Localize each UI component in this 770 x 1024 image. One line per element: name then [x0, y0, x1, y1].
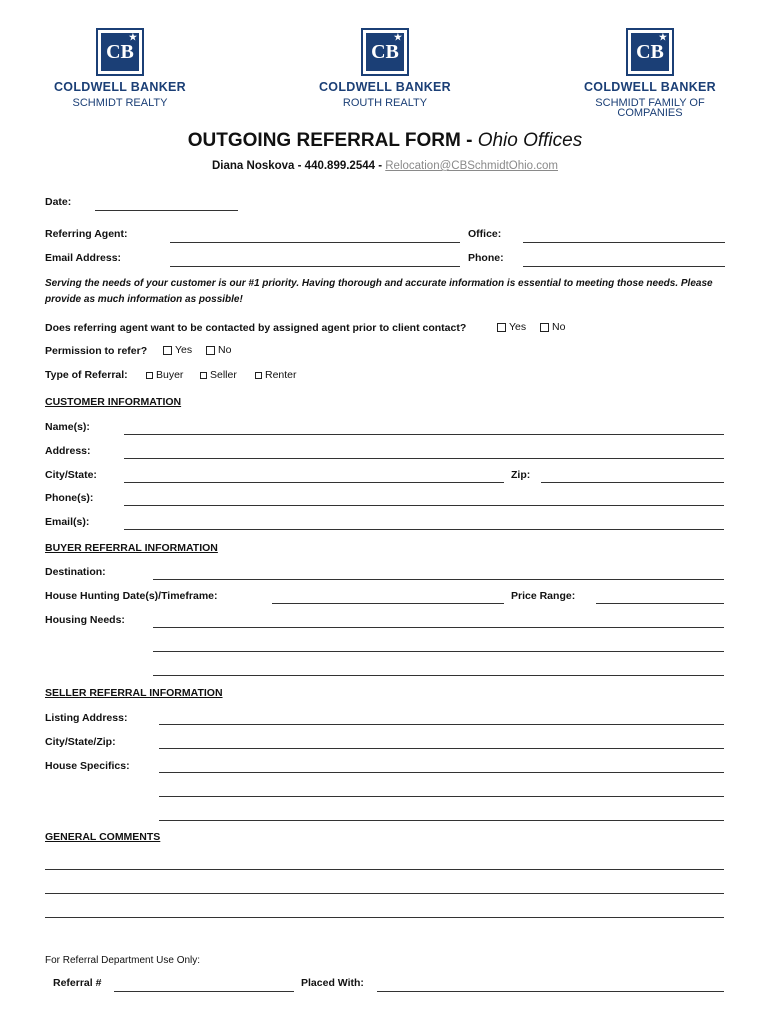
permission-question: Permission to refer?	[45, 345, 148, 357]
housing-needs-field[interactable]	[153, 651, 724, 652]
price-range-label: Price Range:	[511, 590, 576, 602]
phone-label: Phone:	[468, 252, 504, 264]
city-state-zip-field[interactable]	[159, 748, 724, 749]
intro-text: Serving the needs of your customer is our #1 priority. Having thorough and accurate information is essential to meeting those needs. Please provide as much information as possible!	[45, 278, 713, 305]
names-field[interactable]	[124, 434, 724, 435]
address-field[interactable]	[124, 458, 724, 459]
zip-field[interactable]	[541, 482, 724, 483]
logo-brand: COLDWELL BANKER	[318, 80, 452, 94]
logo-schmidt-realty	[20, 30, 220, 108]
hunting-field[interactable]	[272, 603, 504, 604]
cb-logo-icon: CB ★	[363, 30, 407, 74]
emails-label: Email(s):	[45, 516, 90, 528]
address-label: Address:	[45, 445, 91, 457]
phone-field[interactable]	[523, 266, 725, 267]
checkbox-icon	[497, 323, 506, 332]
housing-needs-field[interactable]	[153, 627, 724, 628]
housing-needs-field[interactable]	[153, 675, 724, 676]
cb-logo-icon: CB ★	[628, 30, 672, 74]
permission-yes[interactable]: Yes	[163, 344, 192, 356]
logo-routh-realty	[285, 30, 485, 108]
names-label: Name(s):	[45, 421, 90, 433]
page-title: OUTGOING REFERRAL FORM - Ohio Offices	[187, 130, 583, 151]
permission-no[interactable]: No	[206, 344, 231, 356]
contact-prior-yes[interactable]: Yes	[497, 321, 526, 333]
email-address-field[interactable]	[170, 266, 460, 267]
office-field[interactable]	[523, 242, 725, 243]
buyer-heading: BUYER REFERRAL INFORMATION	[45, 542, 218, 554]
general-comments-heading: GENERAL COMMENTS	[45, 831, 161, 843]
comments-field[interactable]	[45, 869, 724, 870]
email-address-label: Email Address:	[45, 252, 122, 264]
checkbox-icon	[163, 346, 172, 355]
date-field[interactable]	[95, 210, 238, 211]
city-state-zip-label: City/State/Zip:	[45, 736, 116, 748]
logo-brand: COLDWELL BANKER	[583, 80, 717, 94]
hunting-label: House Hunting Date(s)/Timeframe:	[45, 590, 218, 602]
house-specifics-field[interactable]	[159, 772, 724, 773]
contact-prior-question: Does referring agent want to be contacted by assigned agent prior to client contact?	[45, 322, 467, 334]
city-state-field[interactable]	[124, 482, 504, 483]
email-link[interactable]: Relocation@CBSchmidtOhio.com	[385, 160, 558, 172]
customer-heading: CUSTOMER INFORMATION	[45, 396, 182, 408]
logo-sub: SCHMIDT FAMILY OF COMPANIES	[595, 97, 705, 119]
checkbox-icon	[255, 372, 262, 379]
phones-field[interactable]	[124, 505, 724, 506]
house-specifics-field[interactable]	[159, 796, 724, 797]
checkbox-icon	[540, 323, 549, 332]
referring-agent-field[interactable]	[170, 242, 460, 243]
referral-type-renter[interactable]: Renter	[255, 369, 297, 381]
referral-type-seller[interactable]: Seller	[200, 369, 237, 381]
destination-field[interactable]	[153, 579, 724, 580]
placed-with-field[interactable]	[377, 991, 724, 992]
contact-prior-no[interactable]: No	[540, 321, 565, 333]
logo-schmidt-family	[550, 30, 750, 118]
zip-label: Zip:	[511, 469, 531, 481]
city-state-label: City/State:	[45, 469, 97, 481]
referral-number-label: Referral #	[53, 977, 102, 989]
destination-label: Destination:	[45, 566, 106, 578]
referral-number-field[interactable]	[114, 991, 294, 992]
logo-sub: ROUTH REALTY	[342, 97, 428, 109]
checkbox-icon	[200, 372, 207, 379]
logo-brand: COLDWELL BANKER	[53, 80, 187, 94]
phones-label: Phone(s):	[45, 492, 94, 504]
house-specifics-field[interactable]	[159, 820, 724, 821]
house-specifics-label: House Specifics:	[45, 760, 130, 772]
referring-agent-label: Referring Agent:	[45, 228, 128, 240]
date-label: Date:	[45, 196, 72, 208]
price-range-field[interactable]	[596, 603, 724, 604]
emails-field[interactable]	[124, 529, 724, 530]
comments-field[interactable]	[45, 917, 724, 918]
housing-needs-label: Housing Needs:	[45, 614, 125, 626]
referral-type-buyer[interactable]: Buyer	[146, 369, 183, 381]
checkbox-icon	[146, 372, 153, 379]
logo-sub: SCHMIDT REALTY	[72, 97, 168, 109]
office-label: Office:	[468, 228, 502, 240]
comments-field[interactable]	[45, 893, 724, 894]
cb-logo-icon: CB ★	[98, 30, 142, 74]
seller-heading: SELLER REFERRAL INFORMATION	[45, 687, 223, 699]
placed-with-label: Placed With:	[301, 977, 364, 989]
listing-address-label: Listing Address:	[45, 712, 128, 724]
listing-address-field[interactable]	[159, 724, 724, 725]
referral-dept-note: For Referral Department Use Only:	[45, 955, 201, 966]
checkbox-icon	[206, 346, 215, 355]
contact-line: Diana Noskova - 440.899.2544 - Relocation@CBSchmidtOhio.com	[212, 160, 558, 172]
referral-type-label: Type of Referral:	[45, 369, 128, 381]
